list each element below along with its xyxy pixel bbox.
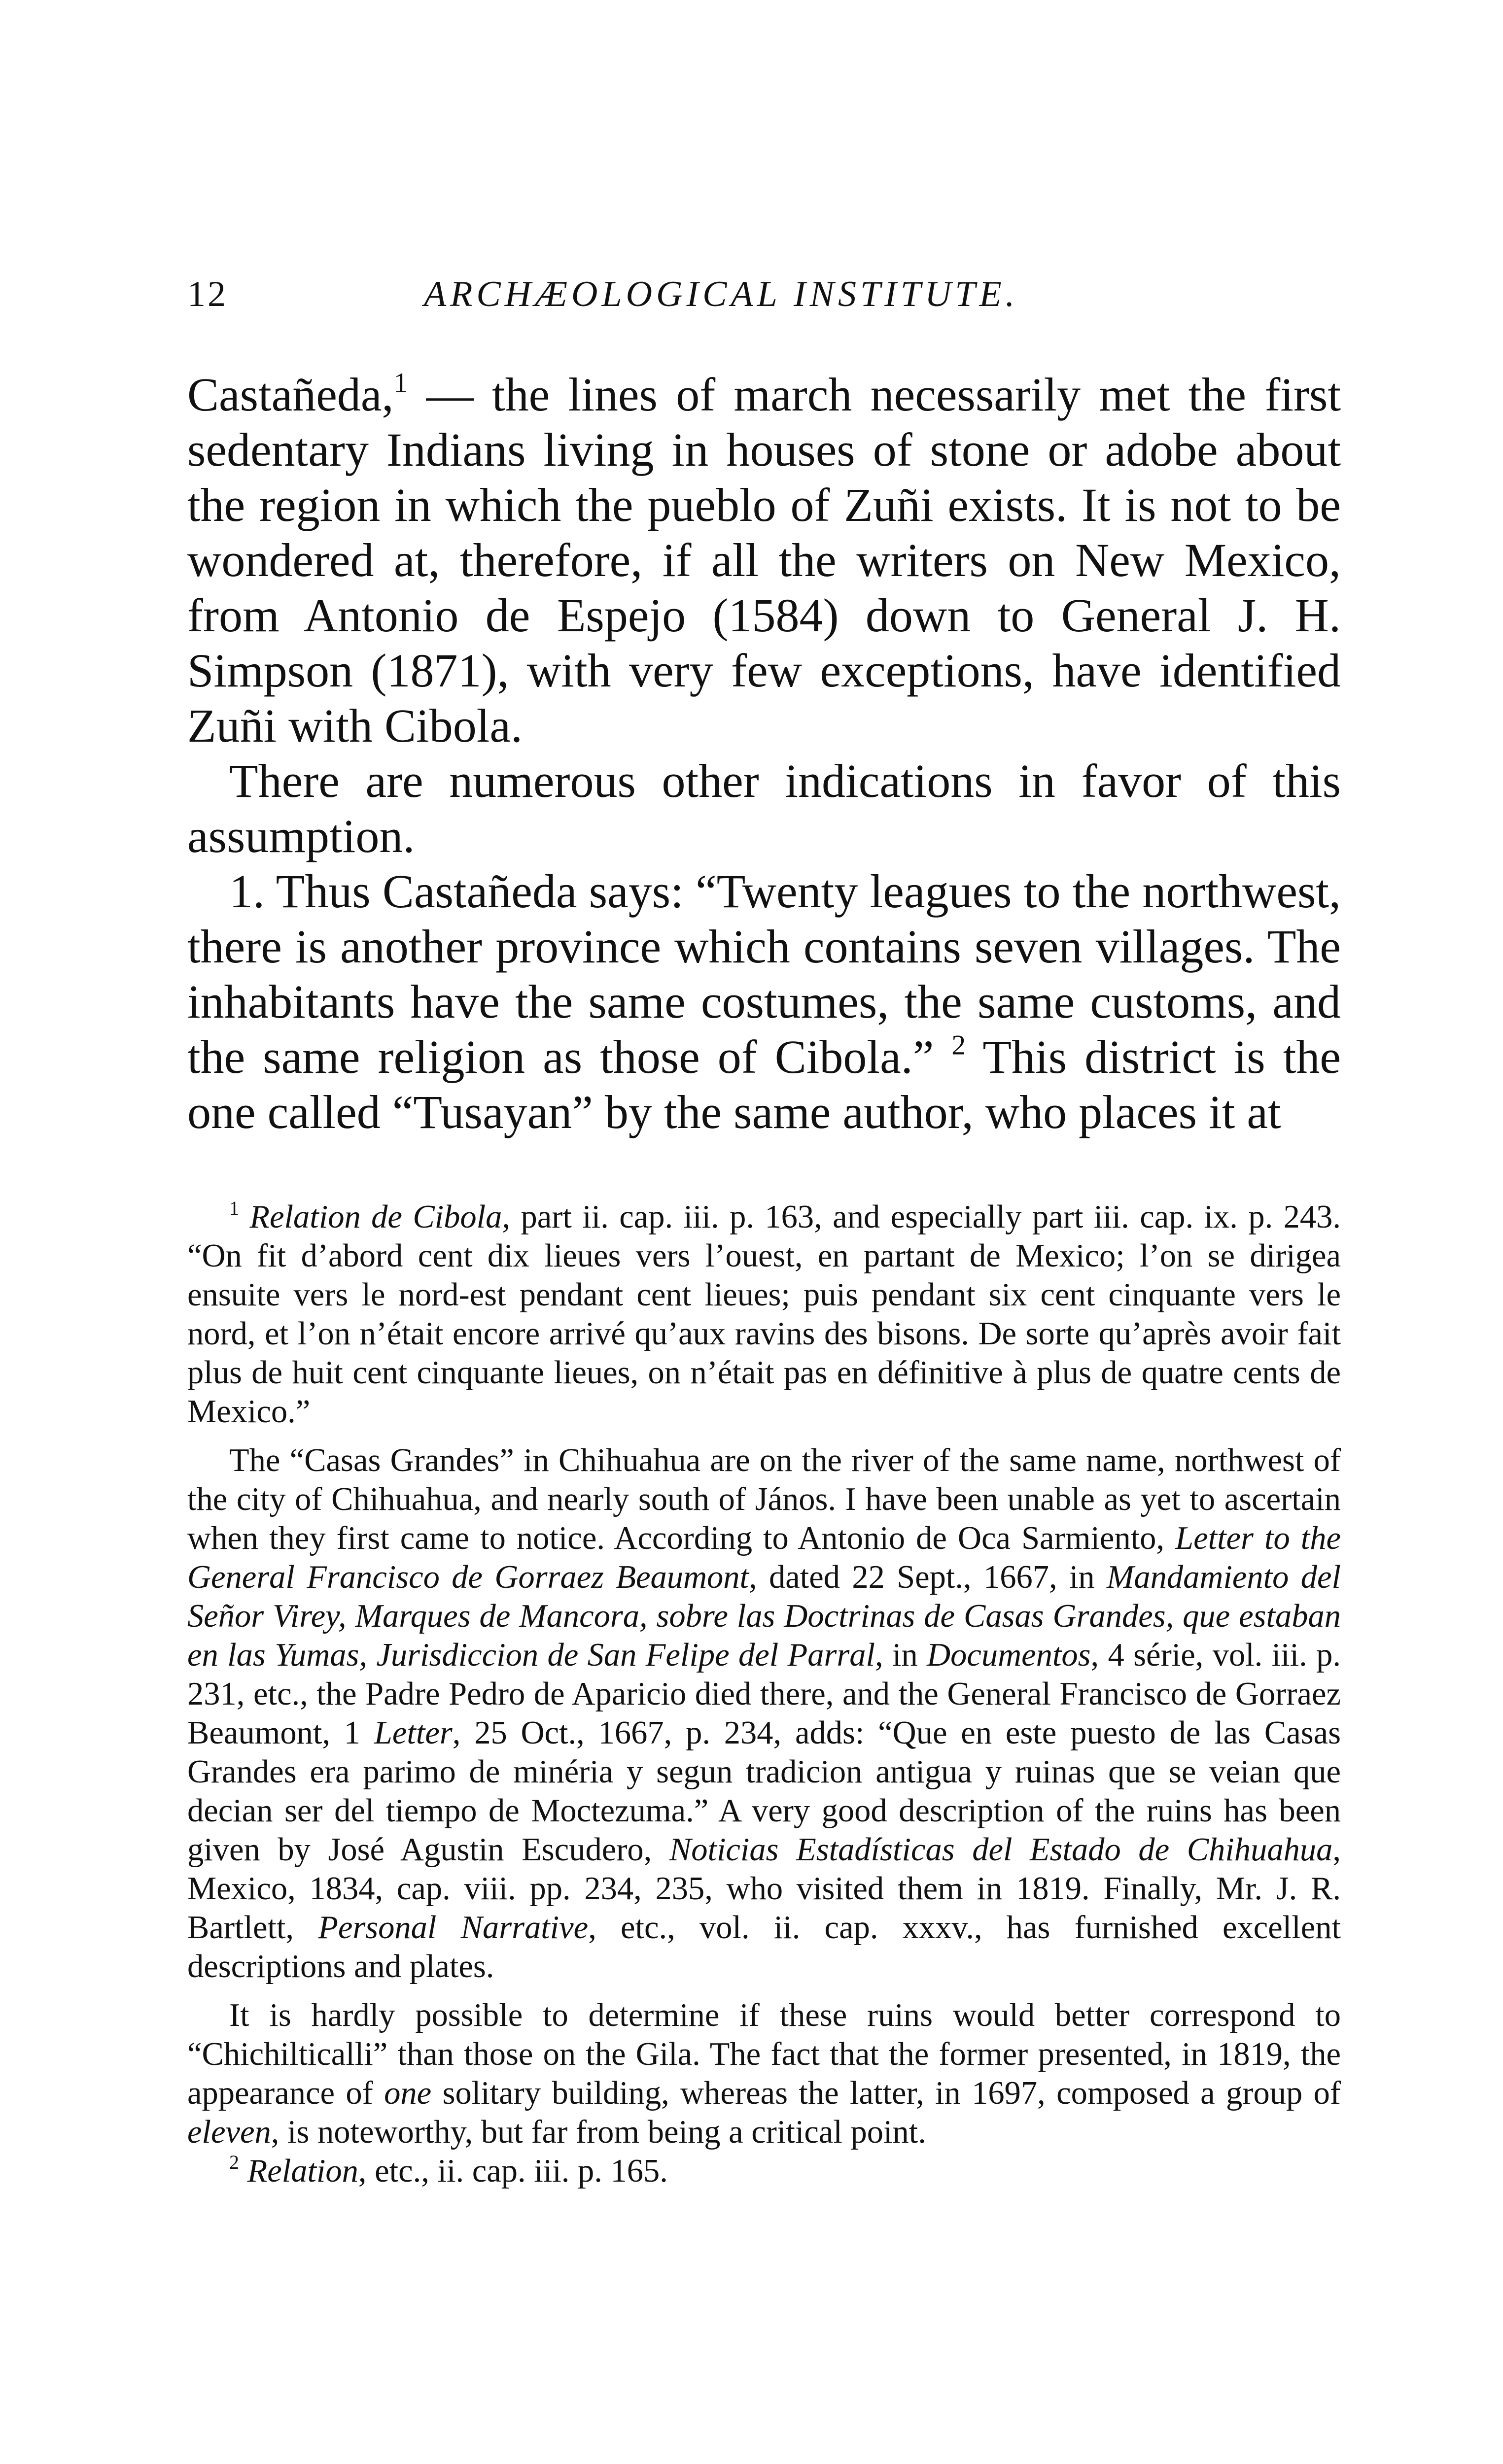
footnote-ref-1: 1 [393,367,408,399]
paragraph-3: 1. Thus Castañeda says: “Twenty leagues to the northwest, there is another province which contains seven villages. The inhabitants have the same costumes, the same customs, and the same religion as those of Cibola.” $^2$ This district is the one called “Tusayan” by the same author, who places it at [187,865,1341,1138]
footnote-1-chichilticalli: It is hardly possible to determine if these ruins would better correspond to “Chichilticalli” than those on the Gila. The fact that the former presented, in 1819, the appearance of one solitary building, whereas the latter, in 1697, composed a group of eleven, is noteworthy, but far from being a critical point. [187,1997,1341,2150]
page-header [187,274,1341,323]
running-head: ARCHÆOLOGICAL INSTITUTE. [424,274,1019,314]
footnotes [187,1198,1341,2190]
footnote-1-casas-grandes: The “Casas Grandes” in Chihuahua are on the river of the same name, northwest of the city of Chihuahua, and nearly south of János. I have been unable as yet to ascertain when they first came to notice. According to Antonio de Oca Sarmiento, Letter to the General Francisco de Gorraez Beaumont, dated 22 Sept., 1667, in Mandamiento del Señor Virey, Marques de Mancora, sobre las Doctrinas de Casas Grandes, que estaban en las Yumas, Jurisdiccion de San Felipe del Parral, in Documentos, 4 série, vol. iii. p. 231, etc., the Padre Pedro de Aparicio died there, and the General Francisco de Gorraez Beaumont, 1 Letter, 25 Oct., 1667, p. 234, adds: “Que en este puesto de las Casas Grandes era parimo de minéria y segun tradicion antigua y ruinas que se veian que decian ser del tiempo de Moctezuma.” A very good description of the ruins has been given by José Agustin Escudero, Noticias Estadísticas del Estado de Chihuahua, Mexico, 1834, cap. viii. pp. 234, 235, who visited them in 1819. Finally, Mr. J. R. Bartlett, Personal Narrative, etc., vol. ii. cap. xxxv., has furnished excellent descriptions and plates. [187,1442,1341,1985]
paragraph-2: There are numerous other indications in favor of this assumption. [187,754,1341,862]
footnote-ref-2: 2 [951,1029,966,1061]
page-number: 12 [187,274,228,314]
footnote-1: $^1$ Relation de Cibola, part ii. cap. iii. p. 163, and especially part iii. cap. ix. p. 243. “On fit d’abord cent dix lieues vers l’ouest, en partant de Mexico; l’on se dirigea ensuite vers le nord-est pendant cent lieues; puis pendant six cent cinquante vers le nord, et l’on n’était encore arrivé qu’aux ravins des bisons. De sorte qu’après avoir fait plus de huit cent cinquante lieues, on n’était pas en définitive à plus de quatre cents de Mexico.” [187,1197,1341,1430]
paragraph-1: Castañeda,$^1$ — the lines of march necessarily met the first sedentary Indians living in houses of stone or adobe about the region in which the pueblo of Zuñi exists. It is not to be wondered at, therefore, if all the writers on New Mexico, from Antonio de Espejo (1584) down to General J. H. Simpson (1871), with very few exceptions, have identified Zuñi with Cibola. [187,367,1341,752]
main-text [187,367,1341,1140]
footnote-2: $^2$ Relation, etc., ii. cap. iii. p. 165. [229,2151,668,2189]
